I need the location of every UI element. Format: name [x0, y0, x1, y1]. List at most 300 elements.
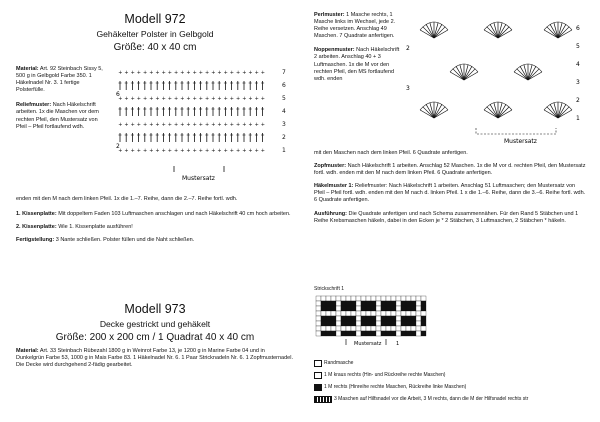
- knit-cell: [396, 311, 401, 316]
- row-number: 1: [282, 147, 286, 154]
- knit-cell: [331, 321, 336, 326]
- knit-cell: [396, 326, 401, 331]
- knit-cell: [366, 296, 371, 301]
- knit-cell: [416, 326, 421, 331]
- knit-cell: [331, 326, 336, 331]
- knit-cell: [411, 311, 416, 316]
- knit-cell: [356, 316, 361, 321]
- haekelmuster-1: Häkelmuster 1: Reliefmuster: Nach Häkelschrift 1 arbeiten. Anschlag 51 Luftmaschen; den Mustersatz von Pfeil – Pfeil fortl. wdh. enden mit den M nach d. linken Pfeil. 1 x die 1.–6. Reihe, dann die 3.–6. Reihe fortl. wdh. 6 Quadrate anfertigen.: [314, 183, 586, 204]
- stitch-mark: +: [124, 148, 129, 154]
- stitch-mark: +: [229, 70, 235, 76]
- knit-cell: [391, 296, 396, 301]
- knit-cell: [421, 321, 426, 326]
- knit-cell: [371, 326, 376, 331]
- knit-cell: [386, 301, 391, 306]
- stitch-mark: +: [136, 96, 142, 102]
- mustersatz-bracket: [476, 128, 556, 134]
- stitch-mark: +: [217, 148, 222, 154]
- stitch-mark: +: [174, 148, 179, 154]
- knit-cell: [411, 296, 416, 301]
- knit-cell: [376, 311, 381, 316]
- knit-cell: [391, 316, 396, 321]
- legend-label: Randmasche: [324, 360, 354, 366]
- knit-cell: [321, 306, 326, 311]
- stitch-mark: +: [186, 122, 191, 128]
- stitch-mark: +: [149, 122, 154, 128]
- knit-cell: [351, 316, 356, 321]
- knit-cell: [416, 306, 421, 311]
- stitch-mark: +: [217, 70, 222, 76]
- knit-cell: [406, 301, 411, 306]
- stitch-mark: +: [161, 70, 166, 76]
- stitch-mark: +: [229, 122, 235, 128]
- chart-caption: Mustersatz: [504, 138, 537, 145]
- knit-cell: [406, 331, 411, 336]
- knit-cell: [381, 296, 386, 301]
- stitch-mark: +: [260, 96, 266, 102]
- stitch-mark: +: [180, 148, 185, 154]
- knit-cell: [356, 311, 361, 316]
- stitch-mark: +: [186, 148, 191, 154]
- stitch-mark: +: [229, 96, 235, 102]
- knit-cell: [336, 326, 341, 331]
- knit-cell: [401, 296, 406, 301]
- stitch-mark: +: [155, 96, 160, 102]
- knit-cell: [321, 326, 326, 331]
- knit-cell: [316, 311, 321, 316]
- knit-cell: [361, 316, 366, 321]
- knit-cell: [366, 306, 371, 311]
- relief-continuation: enden mit den M nach dem linken Pfeil. 1x die 1.–7. Reihe, dann die 2.–7. Reihe fortl. wdh.: [16, 196, 238, 202]
- knit-cell: [356, 296, 361, 301]
- stitch-mark: +: [143, 122, 148, 128]
- stitch-mark: +: [254, 148, 259, 154]
- knit-cell: [411, 326, 416, 331]
- knit-cell: [386, 316, 391, 321]
- knit-cell: [316, 326, 321, 331]
- stitch-mark: +: [186, 70, 191, 76]
- knit-cell: [321, 301, 326, 306]
- knit-cell: [341, 311, 346, 316]
- stitch-mark: +: [205, 70, 210, 76]
- knit-cell: [356, 306, 361, 311]
- stitch-mark: +: [198, 96, 204, 102]
- knit-cell: [326, 316, 331, 321]
- knit-cell: [411, 321, 416, 326]
- row-number-side: 2: [116, 143, 120, 150]
- knit-cell: [396, 321, 401, 326]
- model-973-material: Material: Art. 33 Steinbach Rübezahl 1800 g in Weinrot Farbe 13, je 1200 g in Marine Farbe 04 und in Dunkelgrün Farbe 53, 1000 g in Mais Farbe 83. 1 Häkelnadel Nr. 6. 1 Paar Stricknadeln Nr. 6. 1 Zopfmusternadel. Die Decke wird durchgehend 2-fädig gearbeitet.: [16, 348, 293, 369]
- model-972-size: Größe: 40 x 40 cm: [113, 42, 197, 53]
- knit-cell: [341, 321, 346, 326]
- knit-cell: [331, 306, 336, 311]
- stitch-mark: +: [143, 70, 148, 76]
- knit-cell: [321, 311, 326, 316]
- knit-cell: [371, 311, 376, 316]
- noppen-continuation: mit den Maschen nach dem linken Pfeil. 6 Quadrate anfertigen.: [314, 150, 468, 156]
- stitch-mark: +: [149, 148, 154, 154]
- knit-cell: [401, 326, 406, 331]
- knit-cell: [331, 331, 336, 336]
- legend-symbol-icon: [314, 396, 332, 403]
- knit-cell: [421, 316, 426, 321]
- knit-cell: [321, 331, 326, 336]
- stitch-mark: +: [149, 70, 154, 76]
- row-number-side: 6: [116, 91, 120, 98]
- stitch-mark: +: [223, 96, 228, 102]
- knit-cell: [316, 301, 321, 306]
- stitch-mark: +: [136, 148, 142, 154]
- knit-cell: [376, 316, 381, 321]
- stitch-mark: +: [223, 148, 228, 154]
- stitch-mark: +: [186, 96, 191, 102]
- knit-cell: [371, 321, 376, 326]
- knit-cell: [376, 306, 381, 311]
- row-number: 5: [576, 43, 580, 50]
- model-972-title: Modell 972: [124, 12, 186, 26]
- legend-row: [314, 384, 544, 391]
- knit-cell: [406, 311, 411, 316]
- knit-cell: [341, 301, 346, 306]
- stitch-mark: +: [192, 96, 197, 102]
- knit-cell: [366, 321, 371, 326]
- knit-cell: [361, 296, 366, 301]
- knit-cell: [386, 306, 391, 311]
- stitch-mark: +: [211, 148, 216, 154]
- stitch-mark: +: [161, 96, 166, 102]
- stitch-mark: +: [236, 122, 241, 128]
- knit-cell: [421, 306, 426, 311]
- knit-cell: [346, 331, 351, 336]
- stitch-mark: +: [136, 122, 142, 128]
- knit-cell: [341, 316, 346, 321]
- stitch-mark: +: [161, 148, 166, 154]
- knit-cell: [361, 326, 366, 331]
- knit-cell: [346, 301, 351, 306]
- knit-cell: [321, 296, 326, 301]
- stitch-mark: +: [260, 122, 266, 128]
- knit-cell: [341, 306, 346, 311]
- stitch-mark: +: [248, 96, 253, 102]
- chart-count: 1: [396, 341, 400, 347]
- stitch-mark: +: [205, 148, 210, 154]
- legend-label: 1 M kraus rechts (Hin- und Rückreihe rechte Maschen): [324, 372, 446, 378]
- knit-cell: [356, 321, 361, 326]
- knit-cell: [381, 306, 386, 311]
- stitch-mark: +: [143, 148, 148, 154]
- row-number: 7: [282, 69, 286, 76]
- legend-label: 1 M rechts (Hinreihe rechte Maschen, Rückreihe linke Maschen): [324, 384, 467, 390]
- stitch-mark: +: [229, 148, 235, 154]
- legend-symbol-icon: [314, 372, 322, 379]
- knit-cell: [371, 301, 376, 306]
- knit-cell: [336, 311, 341, 316]
- kissenplatte-1: 1. Kissenplatte: Mit doppeltem Faden 103 Luftmaschen anschlagen und nach Häkelschrift 40 cm hoch arbeiten.: [16, 211, 291, 218]
- stitch-mark: +: [236, 148, 241, 154]
- knit-cell: [316, 331, 321, 336]
- knit-cell: [391, 301, 396, 306]
- kissenplatte-2: 2. Kissenplatte: Wie 1. Kissenplatte ausführen!: [16, 224, 133, 231]
- ausfuehrung: Ausführung: Die Quadrate anfertigen und nach Schema zusammennähen. Für den Rand 5 Stäbchen und 1 Reihe Krebsmaschen häkeln, dabei in den Ecken je * 2 Stäbchen, 3 Luftmaschen, 2 Stäbchen * häkeln.: [314, 210, 579, 224]
- row-number: 6: [282, 82, 286, 89]
- stitch-mark: +: [167, 70, 173, 76]
- perlmuster: Perlmuster: 1 Masche rechts, 1 Masche links im Wechsel, jede 2. Reihe versetzen. Anschlag 49 Maschen. 7 Quadrate anfertigen.: [314, 12, 396, 40]
- knit-cell: [326, 306, 331, 311]
- knit-cell: [401, 301, 406, 306]
- knit-cell: [381, 321, 386, 326]
- stitch-mark: +: [155, 148, 160, 154]
- knit-cell: [316, 321, 321, 326]
- knit-cell: [341, 331, 346, 336]
- knit-cell: [351, 321, 356, 326]
- strickschrift-title: Strickschrift 1: [314, 286, 345, 292]
- stitch-mark: +: [124, 122, 129, 128]
- knit-cell: [331, 296, 336, 301]
- stitch-mark: +: [167, 122, 173, 128]
- knit-cell: [356, 326, 361, 331]
- knit-cell: [391, 326, 396, 331]
- knit-cell: [391, 321, 396, 326]
- knit-cell: [401, 316, 406, 321]
- knit-cell: [366, 326, 371, 331]
- stitch-mark: +: [174, 122, 179, 128]
- stitch-mark: +: [180, 96, 185, 102]
- knit-cell: [411, 331, 416, 336]
- knit-cell: [331, 301, 336, 306]
- stitch-mark: +: [136, 70, 142, 76]
- stitch-mark: +: [260, 70, 266, 76]
- stitch-mark: +: [130, 148, 135, 154]
- knit-cell: [321, 321, 326, 326]
- fertigstellung: Fertigstellung: 3 Nante schließen. Polster füllen und die Naht schließen.: [16, 237, 195, 244]
- stitch-mark: +: [130, 70, 135, 76]
- knit-cell: [406, 326, 411, 331]
- knit-cell: [316, 296, 321, 301]
- knit-cell: [396, 296, 401, 301]
- stitch-mark: +: [118, 70, 123, 76]
- knit-cell: [351, 326, 356, 331]
- stitch-mark: +: [198, 122, 204, 128]
- row-number: 1: [576, 115, 580, 122]
- legend-label: 3 Maschen auf Hilfsnadel vor die Arbeit, 3 M rechts, dann die M der Hilfsnadel rechts str: [334, 396, 529, 402]
- stitch-mark: +: [180, 122, 185, 128]
- knit-cell: [396, 331, 401, 336]
- stitch-mark: +: [180, 70, 185, 76]
- row-number: 4: [282, 108, 286, 115]
- knit-cell: [326, 296, 331, 301]
- knit-cell: [386, 331, 391, 336]
- knit-cell: [371, 331, 376, 336]
- stitch-mark: +: [211, 70, 216, 76]
- stitch-mark: +: [155, 70, 160, 76]
- stitch-mark: +: [248, 70, 253, 76]
- stitch-mark: +: [124, 70, 129, 76]
- knit-cell: [406, 296, 411, 301]
- stitch-mark: +: [130, 96, 135, 102]
- knit-cell: [406, 316, 411, 321]
- stitch-mark: +: [223, 70, 228, 76]
- knit-cell: [421, 296, 426, 301]
- knit-cell: [341, 326, 346, 331]
- knit-cell: [336, 331, 341, 336]
- stitch-mark: +: [167, 96, 173, 102]
- stitch-mark: +: [242, 148, 247, 154]
- knit-cell: [416, 296, 421, 301]
- zopfmuster: Zopfmuster: Nach Häkelschrift 1 arbeiten. Anschlag 52 Maschen. 1x die M vor d. rechten Pfeil, den Mustersatz fortl. wdh. enden mit den M nach dem linken Pfeil. 6 Quadrate anfertigen.: [314, 163, 586, 177]
- knit-cell: [361, 321, 366, 326]
- knit-cell: [401, 321, 406, 326]
- stitch-mark: +: [254, 122, 259, 128]
- stitch-mark: +: [254, 96, 259, 102]
- knit-cell: [421, 326, 426, 331]
- knit-cell: [416, 301, 421, 306]
- knit-cell: [341, 296, 346, 301]
- chart-caption: Mustersatz: [354, 341, 382, 347]
- knit-cell: [316, 316, 321, 321]
- knit-cell: [386, 296, 391, 301]
- knit-cell: [346, 306, 351, 311]
- knit-cell: [411, 301, 416, 306]
- stitch-mark: +: [118, 96, 123, 102]
- knit-cell: [376, 301, 381, 306]
- stitch-mark: +: [174, 70, 179, 76]
- stitch-mark: +: [192, 70, 197, 76]
- stitch-mark: +: [198, 70, 204, 76]
- legend-row: [314, 396, 554, 403]
- knit-cell: [386, 311, 391, 316]
- stitch-mark: +: [248, 148, 253, 154]
- stitch-mark: +: [242, 122, 247, 128]
- chart-caption: Mustersatz: [182, 175, 215, 182]
- row-number: 3: [282, 121, 286, 128]
- knit-cell: [386, 326, 391, 331]
- knit-cell: [336, 301, 341, 306]
- model-973-title: Modell 973: [124, 302, 186, 316]
- knit-cell: [366, 316, 371, 321]
- stitch-mark: +: [118, 122, 123, 128]
- knit-cell: [381, 311, 386, 316]
- knit-cell: [376, 326, 381, 331]
- knit-cell: [351, 311, 356, 316]
- stitch-mark: +: [198, 148, 204, 154]
- model-973-subtitle: Decke gestrickt und gehäkelt: [99, 319, 211, 329]
- knit-cell: [336, 306, 341, 311]
- knit-cell: [421, 331, 426, 336]
- model-972-material: Material: Art. 92 Steinbach Sissy 5, 500 g in Gelbgold Farbe 350. 1 Häkelnadel Nr. 3. 1 fertige Polsterfülle. Reliefmuster: Nach Häkelschrift arbeiten. 1x die Maschen vor dem rechten Pfeil, den Mustersatz von Pfeil – Pfeil fortlaufend wdh.: [16, 66, 103, 130]
- knit-cell: [346, 321, 351, 326]
- knit-cell: [381, 326, 386, 331]
- knit-cell: [346, 326, 351, 331]
- knit-cell: [396, 301, 401, 306]
- legend-row: [314, 372, 544, 379]
- knit-cell: [326, 301, 331, 306]
- crochet-chart-972: [116, 66, 294, 184]
- knit-cell: [416, 311, 421, 316]
- knit-cell: [326, 321, 331, 326]
- knit-cell: [416, 316, 421, 321]
- knit-cell: [366, 301, 371, 306]
- knit-cell: [371, 296, 376, 301]
- row-number-side: 3: [406, 85, 410, 92]
- stitch-mark: +: [192, 148, 197, 154]
- row-number: 6: [576, 25, 580, 32]
- stitch-mark: +: [192, 122, 197, 128]
- row-number-side: 2: [406, 45, 410, 52]
- knit-cell: [391, 311, 396, 316]
- knit-cell: [411, 316, 416, 321]
- stitch-mark: +: [205, 96, 210, 102]
- knit-cell: [416, 321, 421, 326]
- knit-cell: [351, 331, 356, 336]
- knit-cell: [376, 296, 381, 301]
- knit-cell: [406, 321, 411, 326]
- row-number: 4: [576, 61, 580, 68]
- row-number: 2: [576, 97, 580, 104]
- stitch-mark: +: [242, 96, 247, 102]
- knitting-chart-1: [314, 294, 444, 356]
- knit-cell: [336, 316, 341, 321]
- stitch-mark: +: [124, 96, 129, 102]
- stitch-mark: +: [205, 122, 210, 128]
- knit-cell: [411, 306, 416, 311]
- knit-cell: [371, 316, 376, 321]
- row-number: 5: [282, 95, 286, 102]
- knit-cell: [331, 316, 336, 321]
- knit-cell: [376, 331, 381, 336]
- knit-cell: [366, 331, 371, 336]
- stitch-mark: +: [260, 148, 266, 154]
- stitch-mark: +: [118, 148, 123, 154]
- knit-cell: [416, 331, 421, 336]
- knit-cell: [406, 306, 411, 311]
- knit-cell: [351, 296, 356, 301]
- row-number: 2: [282, 134, 286, 141]
- knit-cell: [326, 311, 331, 316]
- stitch-mark: +: [155, 122, 160, 128]
- model-972-subtitle: Gehäkelter Polster in Gelbgold: [96, 29, 214, 39]
- knit-cell: [386, 321, 391, 326]
- knit-cell: [381, 331, 386, 336]
- knit-cell: [361, 306, 366, 311]
- knit-cell: [396, 316, 401, 321]
- knit-cell: [326, 326, 331, 331]
- knit-cell: [401, 311, 406, 316]
- knit-cell: [336, 296, 341, 301]
- stitch-mark: +: [174, 96, 179, 102]
- knit-cell: [361, 331, 366, 336]
- knit-cell: [316, 306, 321, 311]
- knit-cell: [381, 301, 386, 306]
- stitch-mark: +: [161, 122, 166, 128]
- stitch-mark: +: [236, 96, 241, 102]
- knit-cell: [421, 301, 426, 306]
- knit-cell: [391, 306, 396, 311]
- model-973-size: Größe: 200 x 200 cm / 1 Quadrat 40 x 40 cm: [55, 332, 255, 343]
- knit-cell: [391, 331, 396, 336]
- stitch-mark: +: [248, 122, 253, 128]
- stitch-mark: +: [236, 70, 241, 76]
- knit-cell: [381, 316, 386, 321]
- knit-cell: [376, 321, 381, 326]
- knit-cell: [421, 311, 426, 316]
- stitch-mark: +: [167, 148, 173, 154]
- knit-cell: [346, 316, 351, 321]
- knit-cell: [401, 331, 406, 336]
- knit-cell: [361, 301, 366, 306]
- noppenmuster: Noppenmuster: Nach Häkelschrift 2 arbeiten. Anschlag 40 + 3 Luftmaschen. 1x die M vor den rechten Pfeil, den MS fortlaufend wdh. enden: [314, 47, 400, 82]
- knit-cell: [336, 321, 341, 326]
- knit-cell: [396, 306, 401, 311]
